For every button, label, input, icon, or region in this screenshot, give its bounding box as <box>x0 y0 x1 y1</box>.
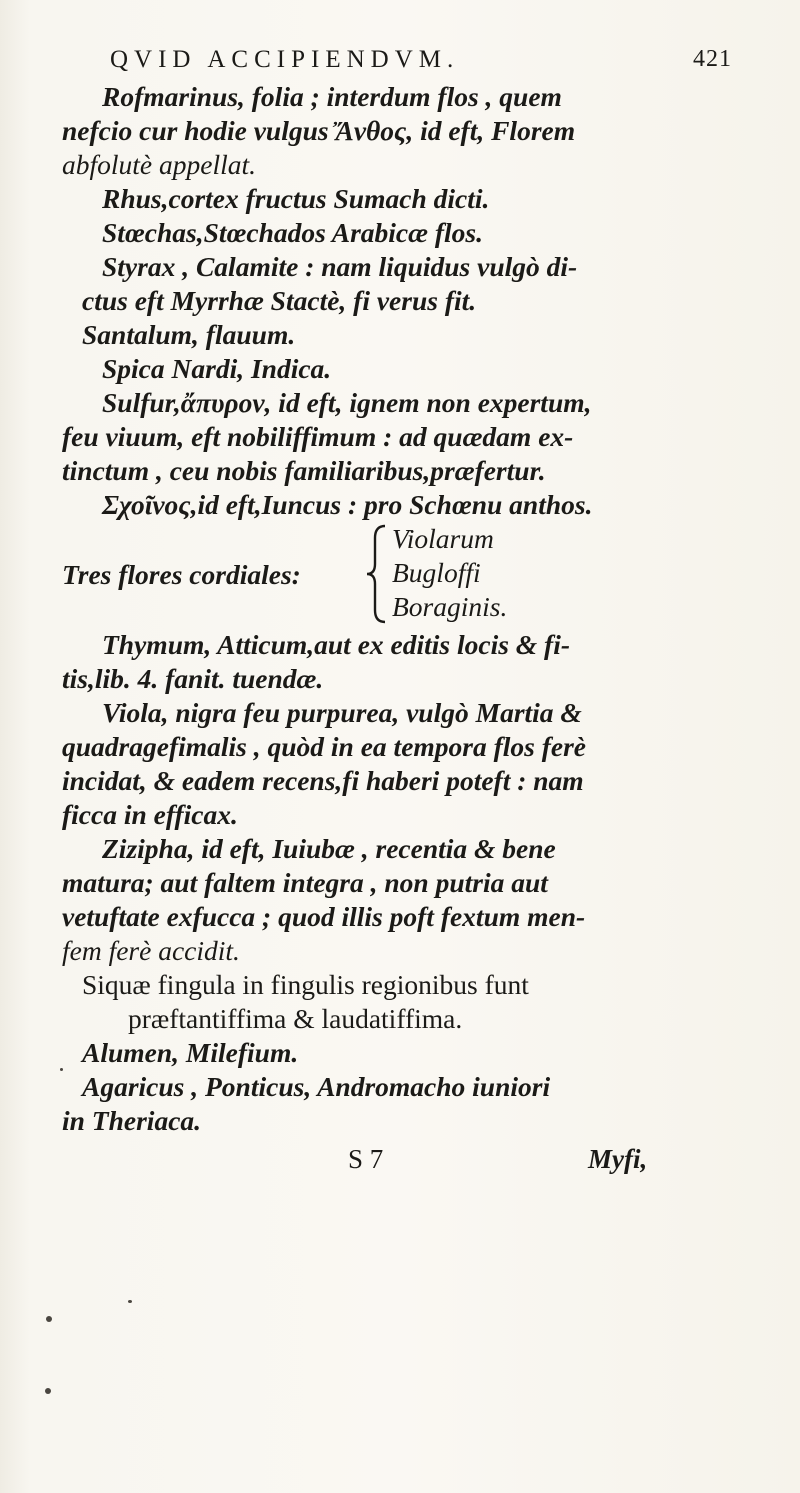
text-line: tis,lib. 4. fanit. tuendæ. <box>62 663 324 694</box>
text-line: Spica Nardi, Indica. <box>102 353 332 384</box>
brace-item: Boraginis. <box>392 591 508 622</box>
text-line: Siquæ fingula in fingulis regionibus funt <box>82 969 529 1000</box>
ink-speck <box>45 1388 51 1394</box>
brace-item: Bugloffi <box>392 557 481 588</box>
brace-item: Violarum <box>392 523 494 554</box>
text-line: nefcio cur hodie vulgus Ἄνθος, id eft, Florem <box>62 115 576 146</box>
curly-brace-icon <box>365 524 389 624</box>
text-line: ctus eft Myrrhæ Stactè, fi verus fit. <box>82 285 477 316</box>
text-line: in Theriaca. <box>62 1105 202 1136</box>
text-line: vetuftate exfucca ; quod illis poft fextum men- <box>62 901 586 932</box>
running-header <box>110 46 732 74</box>
text-line: matura; aut faltem integra , non putria aut <box>62 867 548 898</box>
text-line: Sulfur,ἄπυρον, id eft, ignem non expertum, <box>102 387 592 418</box>
page-body <box>62 80 782 1174</box>
text-line: Santalum, flauum. <box>82 319 296 350</box>
catchword: Myfi, <box>588 1144 648 1174</box>
text-line: incidat, & eadem recens,fi haberi poteft : nam <box>62 765 584 796</box>
ink-speck <box>60 1068 63 1071</box>
text-line: Thymum, Atticum,aut ex editis locis & fi- <box>102 629 571 660</box>
brace-items <box>392 522 507 624</box>
text-line: quadragefimalis , quòd in ea tempora flos ferè <box>62 731 587 762</box>
text-line: Agaricus , Ponticus, Andromacho iuniori <box>82 1071 551 1102</box>
text-line: tinctum , ceu nobis familiaribus,præfertur. <box>62 455 546 486</box>
page-number: 421 <box>693 46 732 72</box>
ink-speck <box>46 1316 52 1322</box>
text-line: Zizipha, id eft, Iuiubæ , recentia & bene <box>102 833 556 864</box>
text-line: Rhus,cortex fructus Sumach dicti. <box>102 183 490 214</box>
text-line: fem ferè accidit. <box>62 935 240 966</box>
text-line: Stœchas,Stœchados Arabicæ flos. <box>102 217 483 248</box>
signature-mark: S 7 <box>348 1144 384 1174</box>
text-line: ficca in efficax. <box>62 799 238 830</box>
text-line: Rofmarinus, folia ; interdum flos , quem <box>102 81 562 112</box>
text-line: abfolutè appellat. <box>62 149 257 180</box>
text-line: præftantiffima & laudatiffima. <box>128 1003 463 1034</box>
running-title: QVID ACCIPIENDVM. <box>110 46 460 73</box>
brace-lead: Tres flores cordiales: <box>62 559 301 590</box>
text-line: Viola, nigra feu purpurea, vulgò Martia & <box>102 697 582 728</box>
text-line: Alumen, Milefium. <box>82 1037 299 1068</box>
text-line: feu viuum, eft nobiliffimum : ad quædam ex- <box>62 421 574 452</box>
ink-speck <box>128 1300 132 1303</box>
text-line: Styrax , Calamite : nam liquidus vulgò di- <box>102 251 578 282</box>
brace-group <box>62 522 782 628</box>
text-line: Σχοῖνος,id eft,Iuncus : pro Schœnu anthos. <box>102 489 593 520</box>
